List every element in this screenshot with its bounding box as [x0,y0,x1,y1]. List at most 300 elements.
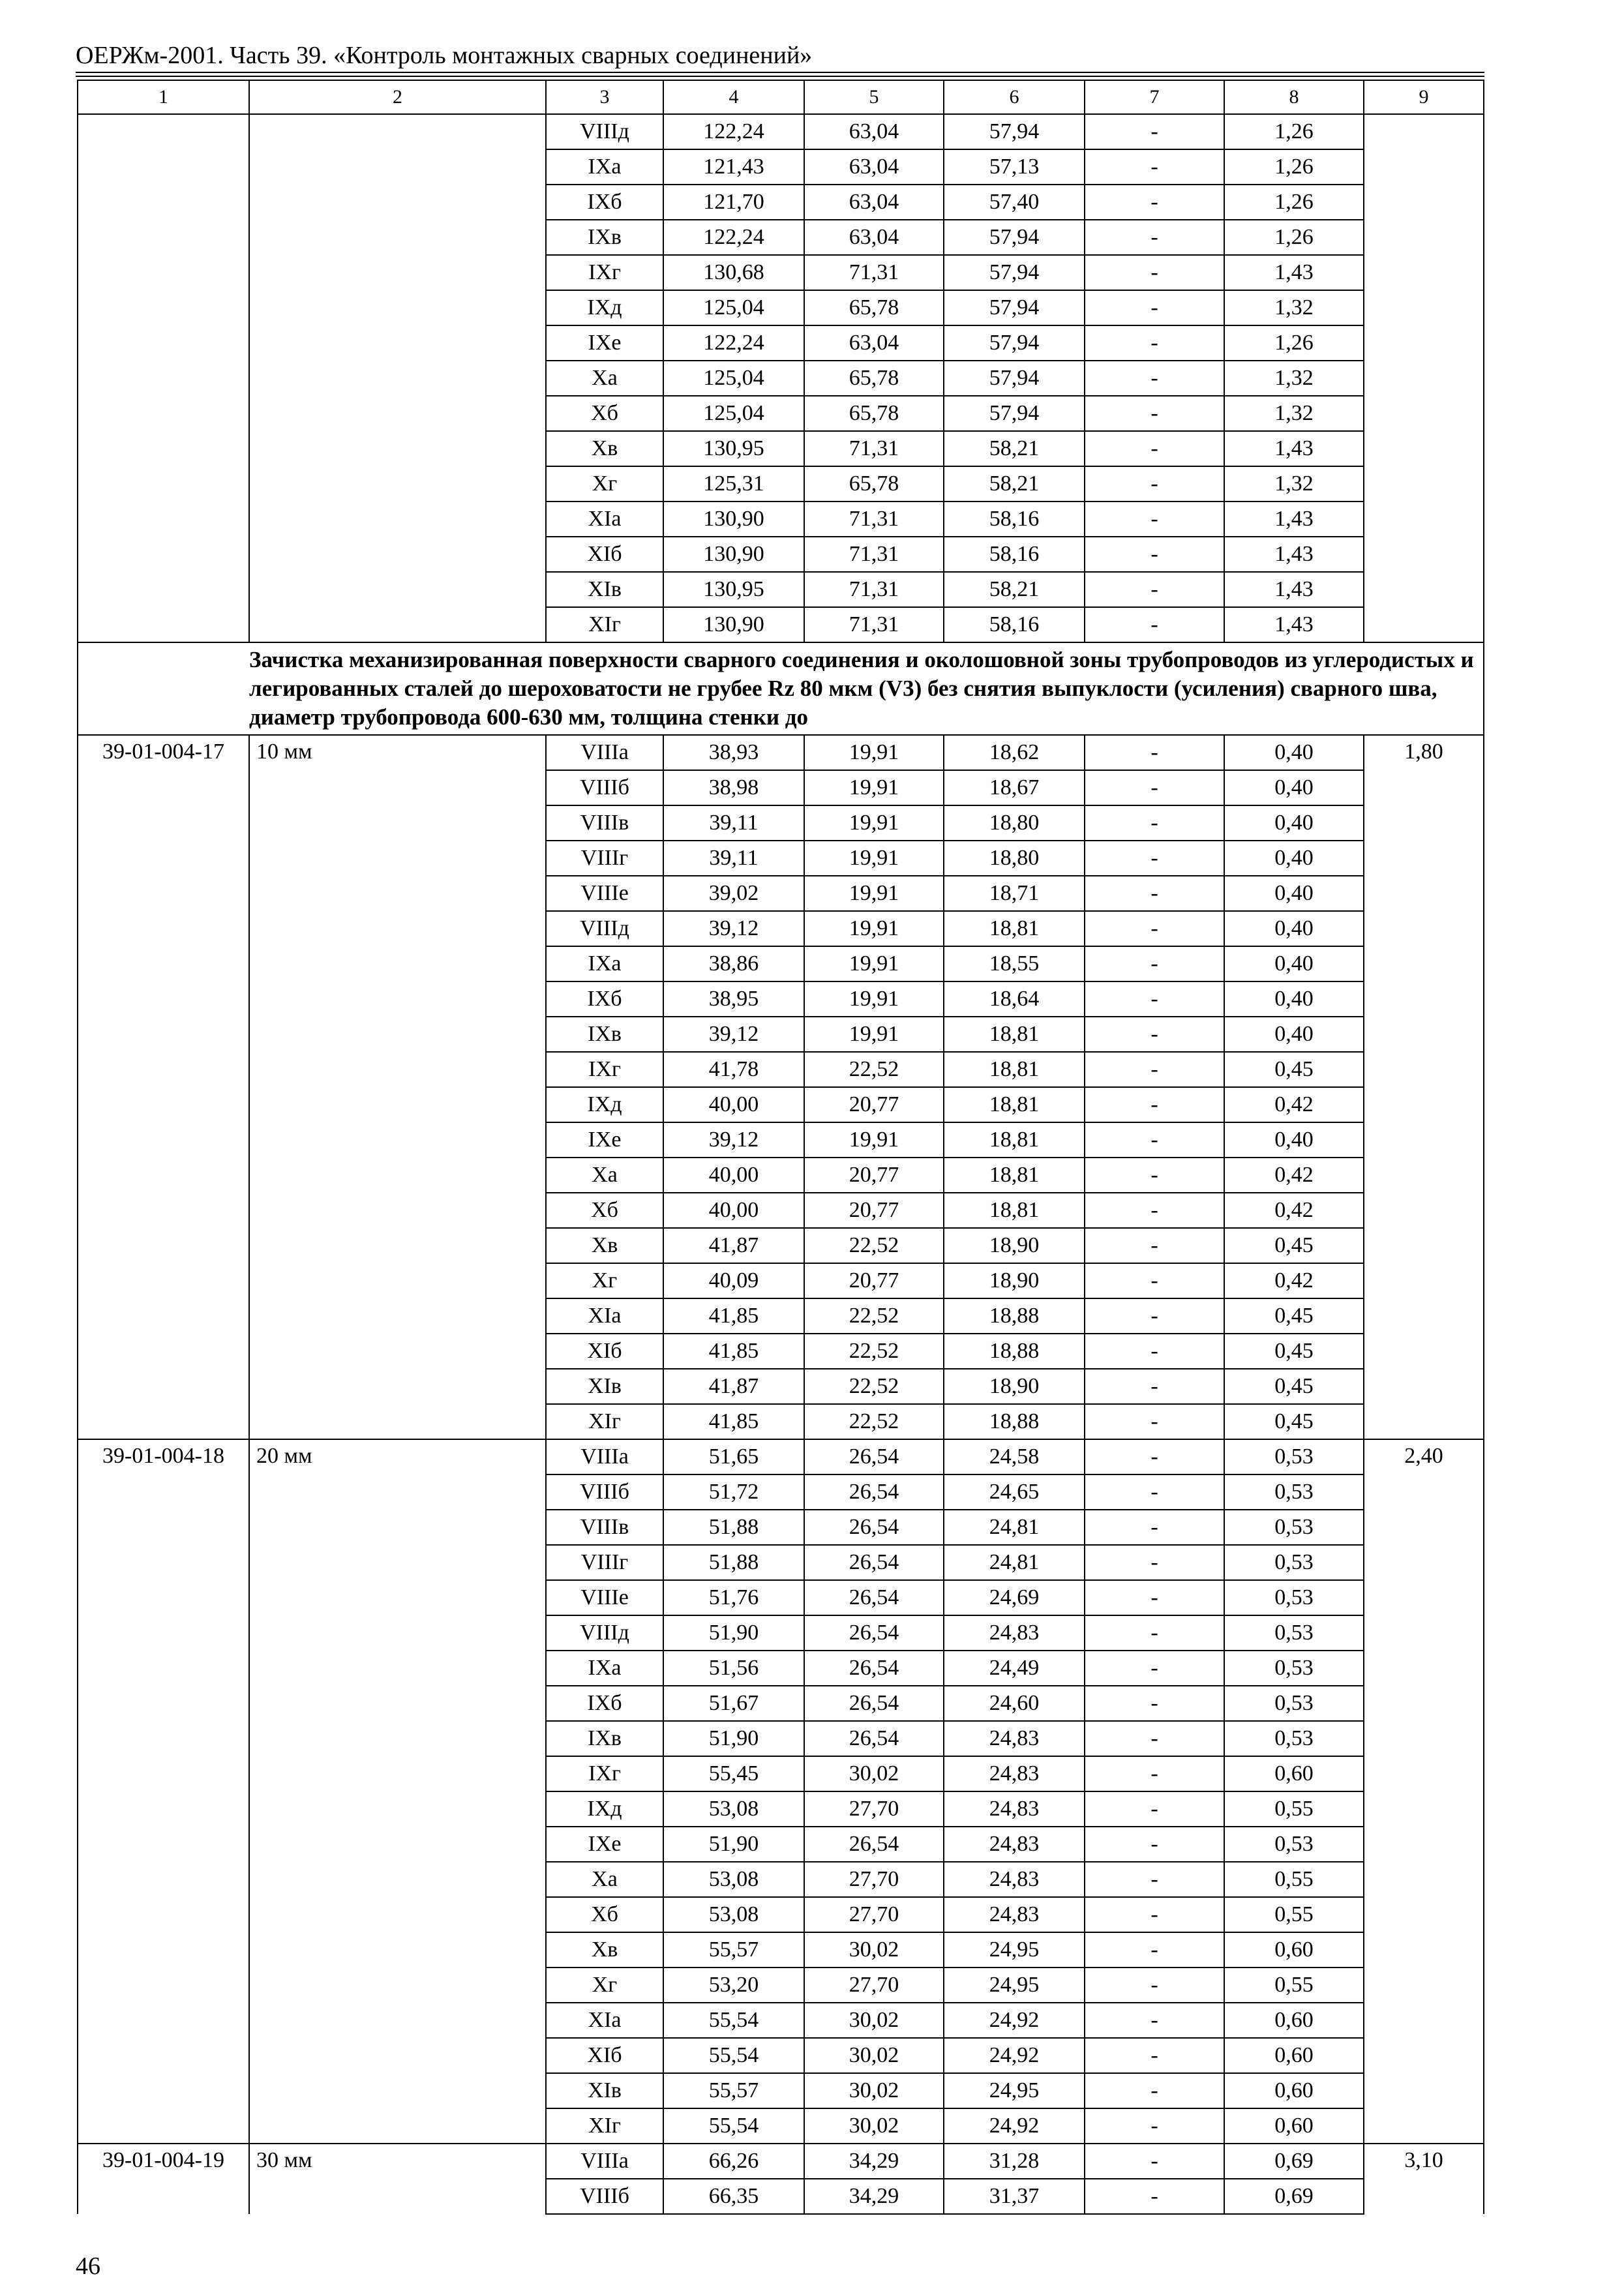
row-col4-value: 53,08 [663,1897,804,1932]
row-col6-value: 24,58 [944,1439,1085,1474]
row-category: Xб [546,396,663,431]
row-category: VIIIб [546,770,663,805]
row-col8-value: 0,42 [1224,1193,1364,1228]
row-col5-value: 26,54 [804,1474,944,1510]
row-col7-value: - [1085,2179,1224,2214]
row-col7-value: - [1085,1756,1224,1791]
row-col4-value: 130,90 [663,537,804,572]
table-row [78,114,1484,149]
row-category: Xв [546,1932,663,1967]
row-category: IXa [546,149,663,185]
row-category: Xa [546,361,663,396]
row-col5-value: 26,54 [804,1580,944,1615]
row-col4-value: 55,54 [663,2038,804,2073]
row-col6-value: 18,81 [944,1052,1085,1087]
row-col5-value: 30,02 [804,1932,944,1967]
row-col5-value: 30,02 [804,1756,944,1791]
row-col4-value: 51,90 [663,1721,804,1756]
row-col7-value: - [1085,1263,1224,1298]
row-category: IXд [546,290,663,325]
row-col6-value: 58,16 [944,501,1085,537]
row-col5-value: 26,54 [804,1439,944,1474]
page-header-title: ОЕРЖм-2001. Часть 39. «Контроль монтажных сварных соединений» [76,42,813,69]
row-col6-value: 18,81 [944,1087,1085,1122]
row-col7-value: - [1085,1580,1224,1615]
row-col5-value: 27,70 [804,1967,944,2003]
row-col6-value: 18,81 [944,911,1085,946]
continued-thickness-cell [249,114,546,642]
section-heading-spacer [78,642,249,735]
table-row [78,2144,1484,2179]
row-col4-value: 39,02 [663,876,804,911]
row-col4-value: 41,85 [663,1404,804,1439]
row-col8-value: 0,53 [1224,1721,1364,1756]
row-col5-value: 63,04 [804,220,944,255]
row-category: IXa [546,1651,663,1686]
row-col7-value: - [1085,1545,1224,1580]
row-col7-value: - [1085,1052,1224,1087]
row-category: VIIIб [546,1474,663,1510]
table-row [78,1439,1484,1474]
row-category: IXв [546,1721,663,1756]
row-col7-value: - [1085,431,1224,466]
norm-code: 39-01-004-19 [78,2144,249,2214]
header-rule-top [76,72,1484,73]
row-col6-value: 24,60 [944,1686,1085,1721]
row-col6-value: 24,69 [944,1580,1085,1615]
row-col5-value: 71,31 [804,431,944,466]
row-col6-value: 24,95 [944,1932,1085,1967]
row-col5-value: 22,52 [804,1228,944,1263]
row-col8-value: 0,69 [1224,2179,1364,2214]
row-col7-value: - [1085,911,1224,946]
row-col5-value: 19,91 [804,770,944,805]
row-col4-value: 51,72 [663,1474,804,1510]
row-col6-value: 57,94 [944,325,1085,361]
section-heading-row [78,642,1484,735]
row-col4-value: 38,86 [663,946,804,981]
row-col8-value: 1,43 [1224,501,1364,537]
row-category: IXг [546,1052,663,1087]
row-col8-value: 0,45 [1224,1404,1364,1439]
row-category: Xб [546,1897,663,1932]
wall-thickness: 30 мм [249,2144,546,2214]
row-col7-value: - [1085,1298,1224,1334]
row-col7-value: - [1085,325,1224,361]
row-category: VIIIa [546,2144,663,2179]
row-col5-value: 65,78 [804,361,944,396]
row-col6-value: 24,81 [944,1510,1085,1545]
row-col4-value: 51,56 [663,1651,804,1686]
row-category: VIIIa [546,735,663,770]
row-category: IXe [546,1827,663,1862]
row-col6-value: 24,83 [944,1615,1085,1651]
column-number-row [78,80,1484,114]
row-col5-value: 71,31 [804,572,944,607]
row-col4-value: 51,90 [663,1827,804,1862]
row-col7-value: - [1085,149,1224,185]
row-category: VIIIд [546,1615,663,1651]
row-category: VIIIд [546,114,663,149]
row-col6-value: 58,21 [944,572,1085,607]
row-col6-value: 18,64 [944,981,1085,1017]
section-heading: Зачистка механизированная поверхности сварного соединения и околошовной зоны трубопроводов из углеродистых и легированных сталей до шероховатости не грубее Rz 80 мкм (V3) без снятия выпуклости (усиления) сварного шва, диаметр трубопровода 600-630 мм, толщина стенки до [249,642,1484,735]
row-category: Xв [546,431,663,466]
row-col8-value: 1,32 [1224,396,1364,431]
row-col5-value: 19,91 [804,805,944,841]
row-col6-value: 58,21 [944,466,1085,501]
row-col6-value: 58,16 [944,537,1085,572]
row-col6-value: 24,95 [944,2073,1085,2108]
row-col4-value: 51,65 [663,1439,804,1474]
row-col5-value: 19,91 [804,946,944,981]
column-number-3: 3 [546,80,663,114]
row-col8-value: 0,53 [1224,1827,1364,1862]
row-col4-value: 130,90 [663,501,804,537]
row-col7-value: - [1085,396,1224,431]
row-col6-value: 18,81 [944,1017,1085,1052]
row-col5-value: 22,52 [804,1404,944,1439]
row-col8-value: 0,60 [1224,1932,1364,1967]
row-col4-value: 41,87 [663,1369,804,1404]
row-col8-value: 0,60 [1224,2003,1364,2038]
row-col6-value: 18,88 [944,1334,1085,1369]
row-col7-value: - [1085,1615,1224,1651]
row-col8-value: 0,60 [1224,2038,1364,2073]
row-col7-value: - [1085,2073,1224,2108]
row-col8-value: 0,45 [1224,1228,1364,1263]
row-col8-value: 0,45 [1224,1334,1364,1369]
row-col4-value: 40,00 [663,1193,804,1228]
row-category: VIIIб [546,2179,663,2214]
row-col7-value: - [1085,981,1224,1017]
row-col6-value: 18,88 [944,1298,1085,1334]
row-col6-value: 31,37 [944,2179,1085,2214]
row-col8-value: 0,53 [1224,1545,1364,1580]
row-category: IXe [546,325,663,361]
row-category: Xг [546,466,663,501]
row-col5-value: 19,91 [804,1017,944,1052]
row-col7-value: - [1085,1122,1224,1158]
row-category: IXe [546,1122,663,1158]
row-category: VIIIe [546,876,663,911]
row-col5-value: 26,54 [804,1615,944,1651]
row-col7-value: - [1085,876,1224,911]
row-col7-value: - [1085,946,1224,981]
row-col8-value: 1,43 [1224,537,1364,572]
row-col6-value: 24,92 [944,2003,1085,2038]
row-col7-value: - [1085,735,1224,770]
row-col8-value: 0,40 [1224,735,1364,770]
row-col7-value: - [1085,1404,1224,1439]
row-col7-value: - [1085,1686,1224,1721]
row-col6-value: 57,94 [944,290,1085,325]
row-col6-value: 24,95 [944,1967,1085,2003]
row-col8-value: 1,26 [1224,220,1364,255]
row-col4-value: 130,95 [663,572,804,607]
row-category: IXд [546,1087,663,1122]
row-col8-value: 1,26 [1224,149,1364,185]
row-col4-value: 55,54 [663,2108,804,2144]
row-category: Xa [546,1862,663,1897]
row-col6-value: 24,49 [944,1651,1085,1686]
row-category: IXб [546,981,663,1017]
row-col5-value: 63,04 [804,114,944,149]
row-category: VIIIe [546,1580,663,1615]
row-col5-value: 71,31 [804,255,944,290]
row-col7-value: - [1085,841,1224,876]
row-col8-value: 0,42 [1224,1087,1364,1122]
row-col4-value: 41,78 [663,1052,804,1087]
row-col6-value: 18,81 [944,1122,1085,1158]
row-col6-value: 57,94 [944,255,1085,290]
row-col4-value: 38,93 [663,735,804,770]
row-category: IXг [546,255,663,290]
row-col6-value: 57,94 [944,396,1085,431]
row-col8-value: 0,53 [1224,1580,1364,1615]
row-col8-value: 0,42 [1224,1263,1364,1298]
row-col5-value: 26,54 [804,1651,944,1686]
column-number-1: 1 [78,80,249,114]
row-col6-value: 57,40 [944,185,1085,220]
row-col7-value: - [1085,1510,1224,1545]
row-col5-value: 65,78 [804,290,944,325]
row-col8-value: 0,55 [1224,1967,1364,2003]
row-col8-value: 1,32 [1224,466,1364,501]
row-col5-value: 34,29 [804,2144,944,2179]
row-col6-value: 31,28 [944,2144,1085,2179]
row-col6-value: 58,16 [944,607,1085,642]
row-col6-value: 24,83 [944,1897,1085,1932]
row-col4-value: 66,35 [663,2179,804,2214]
row-col6-value: 18,80 [944,805,1085,841]
row-col6-value: 57,94 [944,361,1085,396]
row-col8-value: 1,43 [1224,255,1364,290]
row-col5-value: 71,31 [804,501,944,537]
row-col5-value: 27,70 [804,1862,944,1897]
row-col6-value: 18,62 [944,735,1085,770]
row-category: IXд [546,1791,663,1827]
row-col6-value: 18,90 [944,1228,1085,1263]
row-col4-value: 39,12 [663,1017,804,1052]
row-col4-value: 51,67 [663,1686,804,1721]
wall-thickness: 20 мм [249,1439,546,2144]
row-category: IXб [546,185,663,220]
row-col8-value: 0,53 [1224,1615,1364,1651]
row-col4-value: 121,43 [663,149,804,185]
norm-col9-value: 1,80 [1364,735,1484,1439]
row-col5-value: 30,02 [804,2003,944,2038]
row-col4-value: 125,04 [663,396,804,431]
row-col8-value: 1,32 [1224,290,1364,325]
row-col5-value: 71,31 [804,537,944,572]
row-col5-value: 20,77 [804,1158,944,1193]
row-col7-value: - [1085,770,1224,805]
row-category: XIг [546,607,663,642]
row-col7-value: - [1085,2144,1224,2179]
row-col8-value: 0,40 [1224,1017,1364,1052]
row-col4-value: 41,87 [663,1228,804,1263]
row-category: IXб [546,1686,663,1721]
table-row [78,735,1484,770]
row-category: XIa [546,1298,663,1334]
row-col8-value: 0,55 [1224,1791,1364,1827]
row-col8-value: 1,43 [1224,431,1364,466]
row-col5-value: 22,52 [804,1334,944,1369]
row-col6-value: 18,90 [944,1369,1085,1404]
row-col4-value: 51,76 [663,1580,804,1615]
row-col7-value: - [1085,1721,1224,1756]
row-col8-value: 0,40 [1224,805,1364,841]
row-category: IXв [546,220,663,255]
row-col8-value: 1,26 [1224,114,1364,149]
row-col7-value: - [1085,255,1224,290]
row-col6-value: 24,65 [944,1474,1085,1510]
row-col7-value: - [1085,1439,1224,1474]
row-col4-value: 41,85 [663,1334,804,1369]
row-col4-value: 66,26 [663,2144,804,2179]
column-number-4: 4 [663,80,804,114]
row-col4-value: 130,90 [663,607,804,642]
row-col7-value: - [1085,1827,1224,1862]
row-col5-value: 19,91 [804,841,944,876]
header-rule-bottom [76,76,1484,77]
row-col5-value: 34,29 [804,2179,944,2214]
row-category: Xб [546,1193,663,1228]
row-col4-value: 125,04 [663,290,804,325]
row-col8-value: 1,26 [1224,325,1364,361]
row-category: VIIIв [546,805,663,841]
row-col5-value: 26,54 [804,1510,944,1545]
row-col4-value: 51,90 [663,1615,804,1651]
row-col7-value: - [1085,1158,1224,1193]
row-col4-value: 55,45 [663,1756,804,1791]
row-col6-value: 57,13 [944,149,1085,185]
row-col6-value: 18,81 [944,1193,1085,1228]
row-col4-value: 39,12 [663,911,804,946]
row-category: VIIIa [546,1439,663,1474]
row-col5-value: 19,91 [804,876,944,911]
row-col5-value: 30,02 [804,2073,944,2108]
row-col5-value: 19,91 [804,735,944,770]
row-col7-value: - [1085,1932,1224,1967]
row-col8-value: 0,45 [1224,1298,1364,1334]
row-category: Xa [546,1158,663,1193]
row-col8-value: 0,42 [1224,1158,1364,1193]
row-col7-value: - [1085,220,1224,255]
row-col5-value: 30,02 [804,2038,944,2073]
row-col7-value: - [1085,1334,1224,1369]
row-col5-value: 63,04 [804,325,944,361]
row-category: IXв [546,1017,663,1052]
row-col5-value: 26,54 [804,1721,944,1756]
norms-table [77,80,1484,2215]
row-col6-value: 18,55 [944,946,1085,981]
row-col5-value: 22,52 [804,1369,944,1404]
row-col5-value: 30,02 [804,2108,944,2144]
row-category: IXг [546,1756,663,1791]
row-col5-value: 22,52 [804,1052,944,1087]
row-col5-value: 19,91 [804,911,944,946]
row-col4-value: 55,54 [663,2003,804,2038]
row-col6-value: 58,21 [944,431,1085,466]
row-col8-value: 0,55 [1224,1897,1364,1932]
row-col5-value: 20,77 [804,1263,944,1298]
row-col5-value: 63,04 [804,149,944,185]
row-col7-value: - [1085,1087,1224,1122]
row-col4-value: 55,57 [663,2073,804,2108]
row-col5-value: 63,04 [804,185,944,220]
row-col6-value: 57,94 [944,114,1085,149]
row-col4-value: 55,57 [663,1932,804,1967]
row-col7-value: - [1085,1862,1224,1897]
row-col5-value: 26,54 [804,1827,944,1862]
row-col4-value: 51,88 [663,1545,804,1580]
row-col7-value: - [1085,607,1224,642]
row-col4-value: 40,00 [663,1087,804,1122]
row-col5-value: 65,78 [804,396,944,431]
column-number-5: 5 [804,80,944,114]
row-col8-value: 0,40 [1224,911,1364,946]
row-col8-value: 1,43 [1224,607,1364,642]
row-col5-value: 19,91 [804,981,944,1017]
row-col4-value: 40,09 [663,1263,804,1298]
row-col8-value: 0,45 [1224,1369,1364,1404]
row-col8-value: 0,40 [1224,876,1364,911]
row-category: XIг [546,2108,663,2144]
row-category: XIв [546,2073,663,2108]
wall-thickness: 10 мм [249,735,546,1439]
row-col6-value: 24,92 [944,2108,1085,2144]
norm-col9-value: 3,10 [1364,2144,1484,2214]
row-col4-value: 121,70 [663,185,804,220]
row-col6-value: 18,88 [944,1404,1085,1439]
row-col7-value: - [1085,185,1224,220]
row-col4-value: 38,95 [663,981,804,1017]
row-col5-value: 65,78 [804,466,944,501]
row-col8-value: 0,55 [1224,1862,1364,1897]
row-col6-value: 18,71 [944,876,1085,911]
row-col8-value: 0,40 [1224,1122,1364,1158]
row-col7-value: - [1085,1967,1224,2003]
row-col6-value: 24,83 [944,1827,1085,1862]
row-col6-value: 24,83 [944,1791,1085,1827]
row-col7-value: - [1085,1193,1224,1228]
row-col8-value: 0,53 [1224,1474,1364,1510]
column-number-6: 6 [944,80,1085,114]
row-category: XIб [546,1334,663,1369]
row-col6-value: 24,83 [944,1756,1085,1791]
row-category: IXa [546,946,663,981]
column-number-8: 8 [1224,80,1364,114]
row-col8-value: 1,32 [1224,361,1364,396]
row-category: VIIIг [546,1545,663,1580]
column-number-7: 7 [1085,80,1224,114]
row-col4-value: 130,68 [663,255,804,290]
row-col4-value: 130,95 [663,431,804,466]
row-category: XIб [546,2038,663,2073]
row-col4-value: 125,04 [663,361,804,396]
norm-code: 39-01-004-17 [78,735,249,1439]
row-category: XIв [546,1369,663,1404]
continued-code-cell [78,114,249,642]
row-col6-value: 24,83 [944,1721,1085,1756]
row-col5-value: 22,52 [804,1298,944,1334]
row-category: Xг [546,1967,663,2003]
row-col7-value: - [1085,1651,1224,1686]
row-col5-value: 27,70 [804,1791,944,1827]
row-col8-value: 0,40 [1224,946,1364,981]
